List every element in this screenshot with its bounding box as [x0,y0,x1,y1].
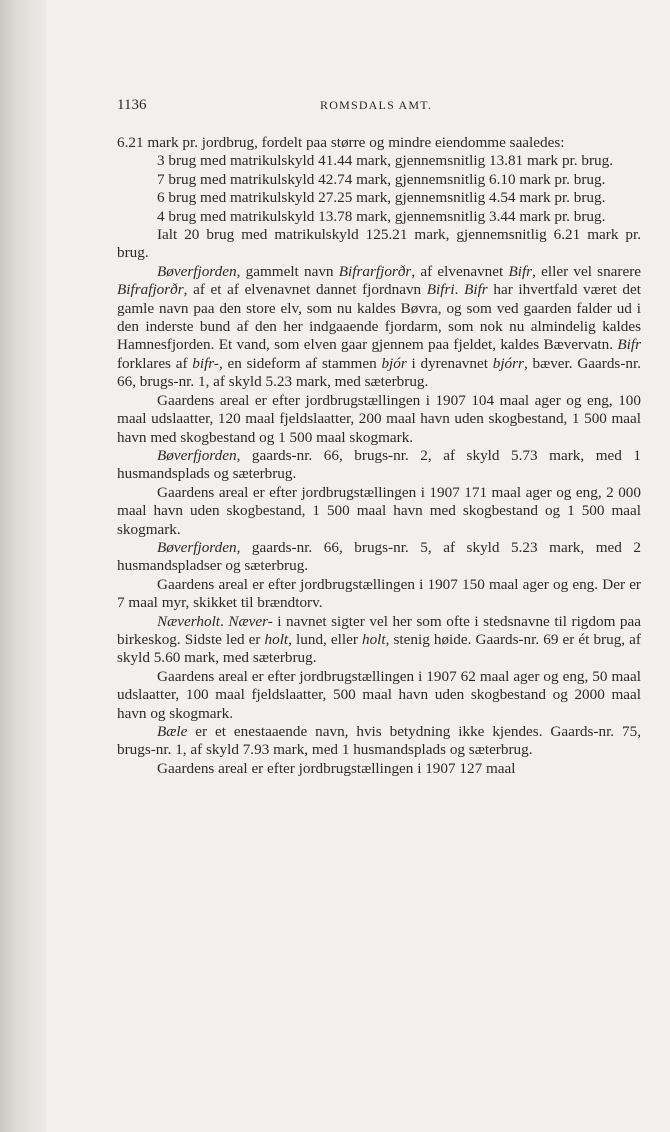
italic-term: bifr- [192,354,219,372]
text-run: , af et af elvenavnet dannet fjordnavn [183,281,427,299]
text-run: , stenig høide. Gaards-nr. 69 er ét brug, af skyld 5.60 mark, med sæterbrug. [117,630,641,667]
paragraph-p3 [117,171,641,189]
paragraph-p5 [117,208,641,226]
italic-term: Bifr [617,336,641,354]
text-run: Gaardens areal er efter jordbrugstællingen i 1907 104 maal ager og eng, 100 maal udslaatter, 120 maal fjeldslaatter, 200 maal havn uden skogbestand, 1 500 maal havn med skogbestand og 1 500 maal skogmark. [117,391,641,446]
italic-term: Bifrafjorðr [117,281,184,299]
text-run: , en sideform af stammen [218,354,382,372]
text-run: 3 brug med matrikulskyld 41.44 mark, gjennemsnitlig 13.81 mark pr. brug. [157,152,613,170]
paragraph-p1 [117,134,641,152]
text-run: , gaards-nr. 66, brugs-nr. 2, af skyld 5.73 mark, med 1 husmandsplads og sæterbrug. [117,446,641,483]
text-run: , lund, eller [288,630,362,648]
text-run: , eller vel snarere [532,262,642,280]
text-run: . [454,281,465,299]
italic-term: Bøverfjorden [157,446,237,464]
page-number: 1136 [117,97,147,113]
italic-term: Bøverfjorden [157,262,237,280]
paragraph-p16 [117,760,641,778]
paragraph-p13 [117,613,641,668]
italic-term: holt [264,630,289,648]
italic-term: Bifr [464,281,488,299]
page-gutter-shadow [0,0,46,1132]
text-run: Ialt 20 brug med matrikulskyld 125.21 mark, gjennemsnitlig 6.21 mark pr. brug. [117,226,641,262]
running-head: ROMSDALS AMT. [320,98,433,112]
italic-term: Næverholt [157,612,221,630]
text-run: , af elvenavnet [411,262,509,280]
text-run: er et enestaaende navn, hvis betydning ikke kjendes. Gaards-nr. 75, brugs-nr. 1, af skyld 7.93 mark, med 1 husmandsplads og sæterbrug. [117,723,641,759]
text-run: , gammelt navn [236,262,339,280]
paragraph-p14 [117,668,641,723]
paragraph-p11 [117,539,641,576]
paragraph-p15 [117,723,641,760]
text-run: Gaardens areal er efter jordbrugstællingen i 1907 171 maal ager og eng, 2 000 maal havn uden skogbestand, 1 500 maal havn med skogbestand og 1 500 maal skogmark. [117,483,641,538]
italic-term: holt [361,630,386,648]
paragraph-p7 [117,263,641,392]
text-run: , bæver. Gaards-nr. 66, brugs-nr. 1, af skyld 5.23 mark, med sæterbrug. [117,354,641,391]
italic-term: Næver- [228,612,273,630]
paragraph-p9 [117,447,641,484]
paragraph-p4 [117,189,641,207]
italic-term: Bøverfjorden [157,538,237,556]
italic-term: Bifri [426,281,455,299]
text-run: , gaards-nr. 66, brugs-nr. 5, af skyld 5.23 mark, med 2 husmandspladser og sæterbrug. [117,538,641,575]
text-run: 4 brug med matrikulskyld 13.78 mark, gjennemsnitlig 3.44 mark pr. brug. [157,207,606,225]
text-run: 7 brug med matrikulskyld 42.74 mark, gjennemsnitlig 6.10 mark pr. brug. [157,170,606,188]
body-text [117,134,641,778]
paragraph-p6 [117,226,641,263]
paragraph-p2 [117,152,641,170]
paragraph-p12 [117,576,641,613]
italic-term: bjórr [492,354,524,372]
text-run: 6 brug med matrikulskyld 27.25 mark, gjennemsnitlig 4.54 mark pr. brug. [157,189,606,207]
text-run: Gaardens areal er efter jordbrugstællingen i 1907 62 maal ager og eng, 50 maal udslaatter, 100 maal fjeldslaatter, 500 maal havn uden skogbestand og 2000 maal havn og skogmark. [117,667,641,722]
paragraph-p8 [117,392,641,447]
text-run: . [220,612,229,630]
text-run: 6.21 mark pr. jordbrug, fordelt paa større og mindre eiendomme saaledes: [117,134,565,151]
text-run: i navnet sigter vel her som ofte i stedsnavne til rigdom paa birkeskog. Sidste led er [117,612,641,648]
italic-term: Bæle [157,723,188,740]
text-run: forklares af [117,354,193,372]
text-run: Gaardens areal er efter jordbrugstællingen i 1907 150 maal ager og eng. Der er 7 maal myr, skikket til brændtorv. [117,575,641,612]
italic-term: bjór [381,354,407,372]
italic-term: Bifr [508,262,533,280]
text-run: Gaardens areal er efter jordbrugstællingen i 1907 127 maal [157,759,516,777]
page-header [117,97,641,117]
text-run: i dyrenavnet [406,354,493,372]
italic-term: Bifrarfjorðr [338,262,412,280]
paragraph-p10 [117,484,641,539]
text-run: har ihvertfald været det gamle navn paa den store elv, som nu kaldes Bøvra, og som ved gaarden falder ud i den inderste bund af den her indgaaende fjordarm, som nok nu almindelig kaldes Hamnesfjorden. Et vand, som elven gaar gjennem paa fjeldet, kaldes Bævervatn. [117,281,641,354]
